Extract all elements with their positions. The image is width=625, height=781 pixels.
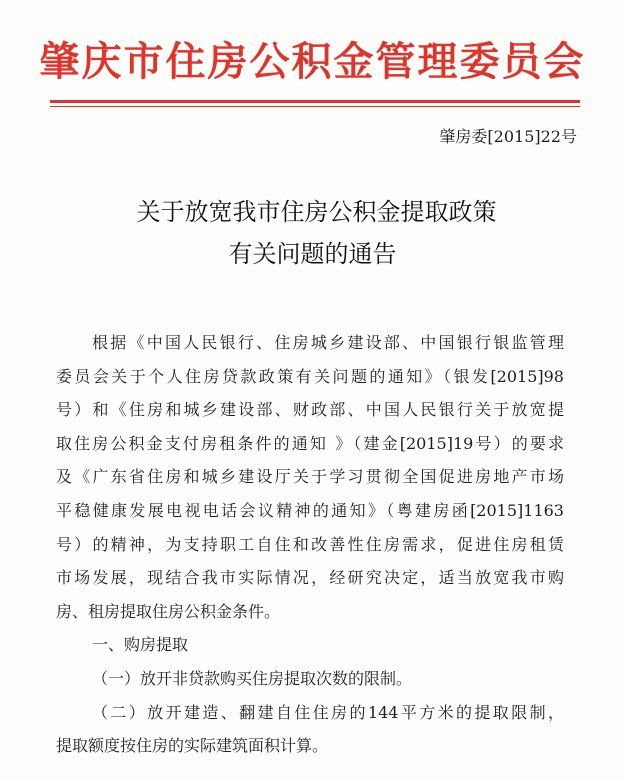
red-header-rule [50, 100, 580, 103]
document-number: 肇房委[2015]22号 [439, 127, 577, 146]
section-heading: 一、购房提取 [92, 635, 189, 655]
body-line: （二）放开建造、翻建自住住房的144平方米的提取限制， [92, 702, 564, 722]
body-line: 房、租房提取住房公积金条件。 [56, 601, 281, 621]
notice-title-line-2: 有关问题的通告 [228, 240, 397, 268]
body-line: 号）的精神，为支持职工自住和改善性住房需求，促进住房租赁 [56, 534, 564, 554]
body-line: 市场发展，现结合我市实际情况，经研究决定，适当放宽我市购 [56, 568, 564, 588]
org-title: 肇庆市住房公积金管理委员会 [39, 39, 586, 85]
body-line: （一）放开非贷款购买住房提取次数的限制。 [92, 668, 413, 688]
body-line: 提取额度按住房的实际建筑面积计算。 [56, 736, 329, 756]
body-line: 号）和《住房和城乡建设部、财政部、中国人民银行关于放宽提 [56, 400, 564, 420]
red-header-rule-thin [50, 106, 580, 107]
notice-title-line-1: 关于放宽我市住房公积金提取政策 [136, 198, 497, 226]
body-line: 委员会关于个人住房贷款政策有关问题的通知》（银发[2015]98 [56, 366, 564, 386]
body-line: 及《广东省住房和城乡建设厅关于学习贯彻全国促进房地产市场 [56, 467, 564, 487]
body-line: 根据《中国人民银行、住房城乡建设部、中国银行银监管理 [92, 333, 564, 352]
body-line: 取住房公积金支付房租条件的通知 》（建金[2015]19号）的要求 [56, 433, 564, 453]
notice-body [56, 326, 564, 763]
body-line: 平稳健康发展电视电话会议精神的通知》（粤建房函[2015]1163 [56, 500, 564, 520]
